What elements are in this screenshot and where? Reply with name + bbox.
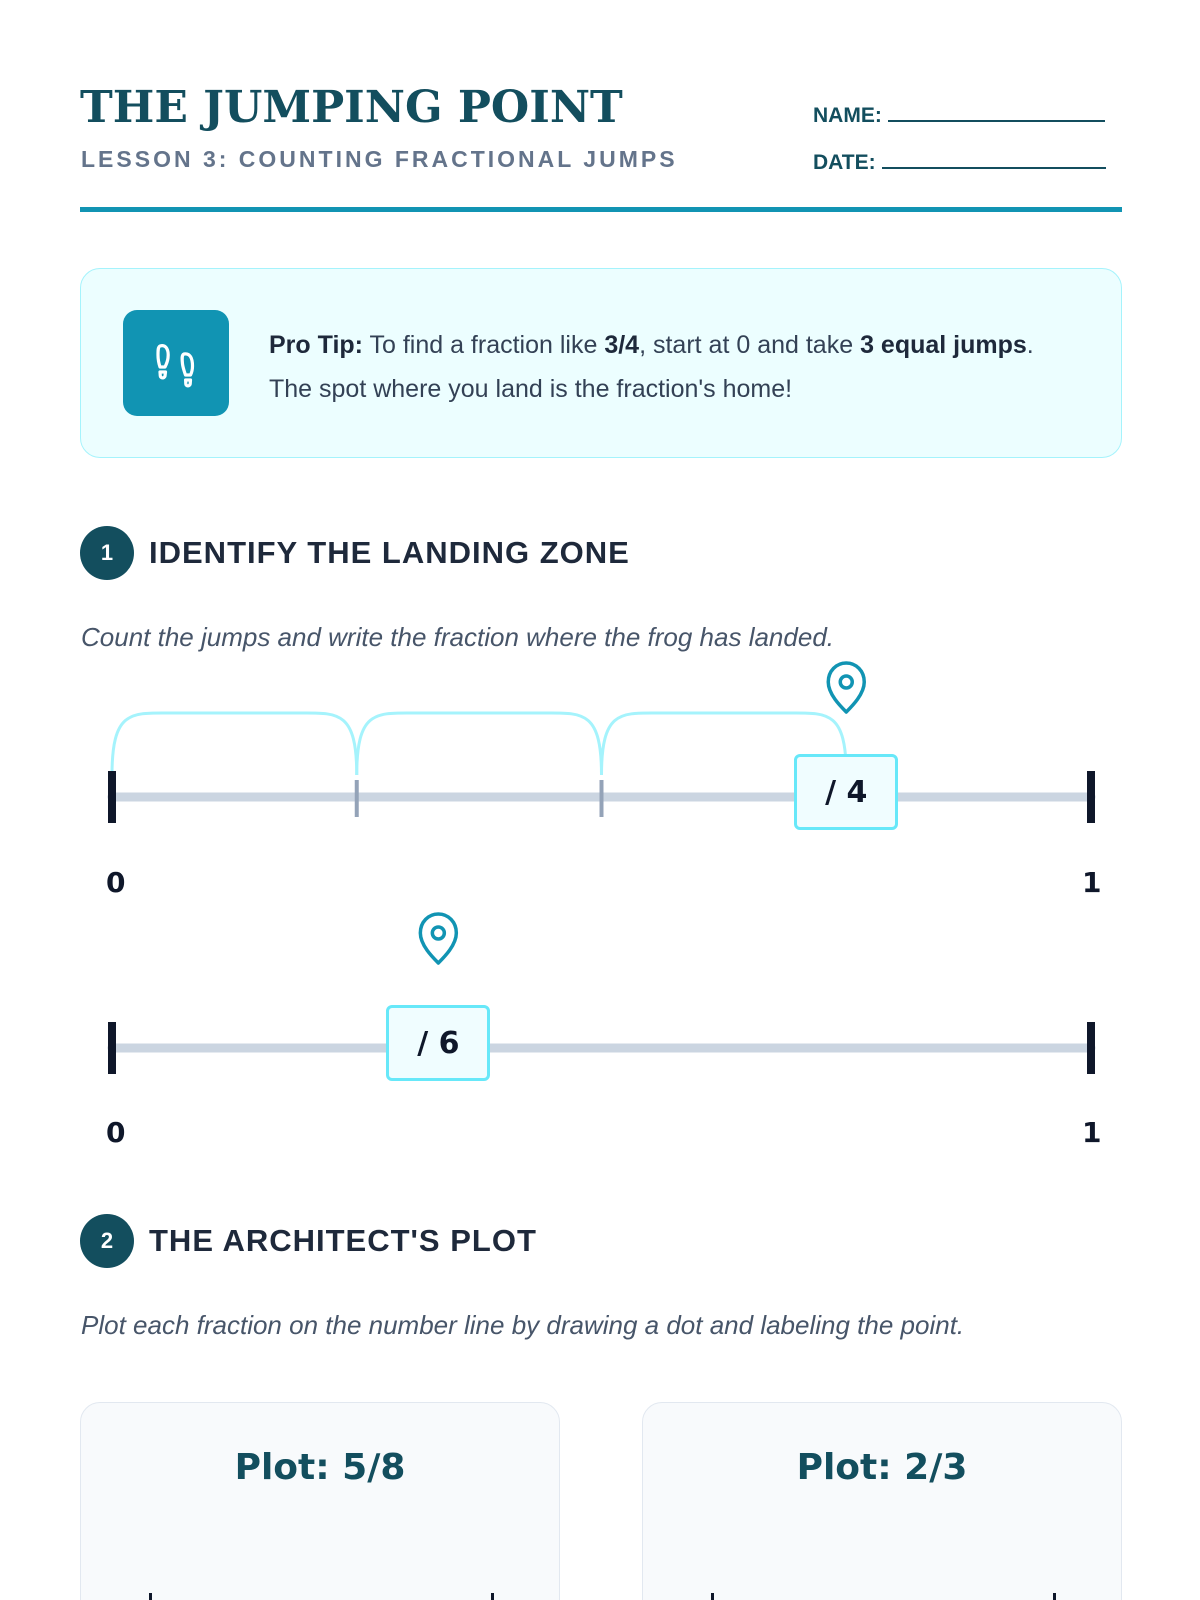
tip-label: Pro Tip: [269,331,363,359]
page-title: THE JUMPING POINT [80,82,623,133]
line-2-answer-box[interactable]: / 6 [386,1005,490,1081]
tip-text-2: , start at 0 and take [639,331,861,359]
plot-card-1-title: Plot: 5/8 [234,1447,406,1488]
plot-card-2[interactable] [642,1402,1122,1600]
date-label: DATE: [813,151,876,174]
plot-card-2-end-tick [1053,1593,1056,1600]
line-1-map-pin-dot [840,676,852,688]
section-2-header [80,1214,537,1268]
section-2-number: 2 [80,1214,134,1268]
tip-fraction: 3/4 [604,331,640,359]
section-1-title: IDENTIFY THE LANDING ZONE [149,535,630,570]
section-1-instruction: Count the jumps and write the fraction where the frog has landed. [81,622,834,652]
plot-card-1-end-tick [491,1593,494,1600]
lesson-subtitle: LESSON 3: COUNTING FRACTIONAL JUMPS [81,146,678,172]
line-2-map-pin-dot [432,927,444,939]
plot-card-1[interactable] [80,1402,560,1600]
line-1-end-label: 1 [1082,866,1102,899]
plot-card-1-start-tick [149,1593,152,1600]
line-2-end-label: 1 [1082,1116,1102,1149]
tip-text-1: To find a fraction like [362,331,605,359]
line-2-start-label: 0 [106,1116,126,1149]
line-1-jump-arc [112,713,357,775]
plot-card-2-start-tick [711,1593,714,1600]
name-label: NAME: [813,104,882,127]
tip-jumps: 3 equal jumps [860,331,1027,359]
section-2-instruction: Plot each fraction on the number line by drawing a dot and labeling the point. [81,1310,965,1340]
section-1-number: 1 [80,526,134,580]
tip-text-3: . The spot where you land is the fraction's home! [269,331,1034,403]
line-1-jump-arc [357,713,602,775]
plot-card-2-title: Plot: 2/3 [796,1447,968,1488]
line-1-answer-box[interactable]: / 4 [794,754,898,830]
line-1-start-label: 0 [106,866,126,899]
section-2-title: THE ARCHITECT'S PLOT [149,1223,537,1258]
